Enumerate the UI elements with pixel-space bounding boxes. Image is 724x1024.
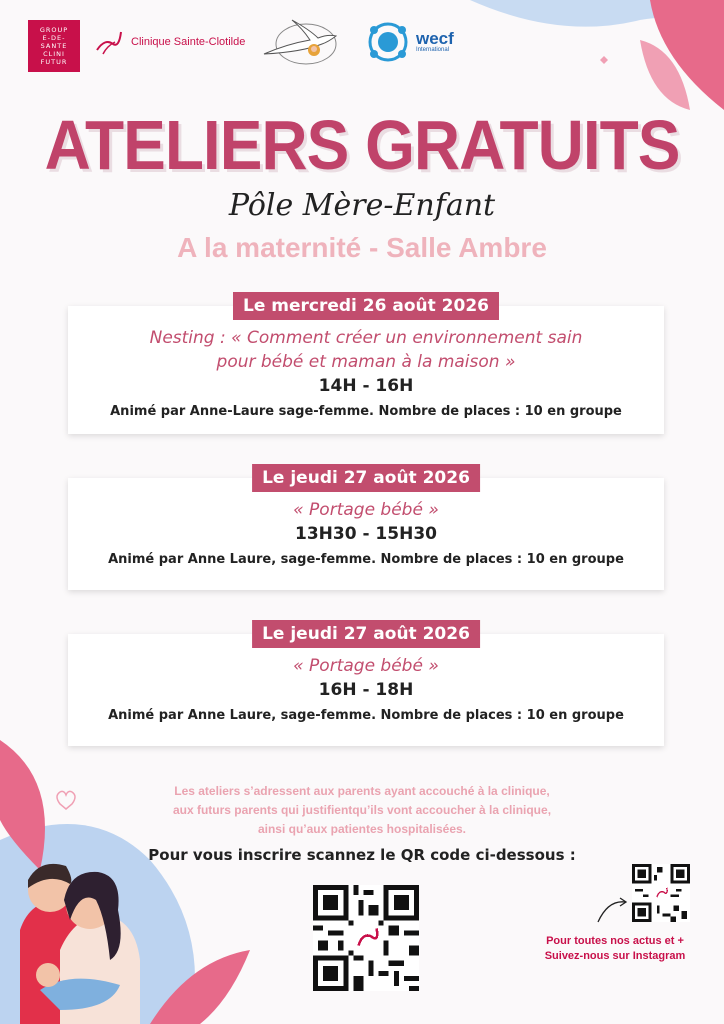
session-card bbox=[68, 296, 664, 434]
session-topic: « Portage bébé » bbox=[293, 500, 439, 520]
session-host: Animé par Anne-Laure sage-femme. Nombre de places : 10 en groupe bbox=[110, 404, 622, 419]
instagram-line: Pour toutes nos actus et + bbox=[546, 935, 684, 947]
session-date: Le jeudi 27 août 2026 bbox=[252, 620, 480, 648]
instagram-line: Suivez-nous sur Instagram bbox=[544, 950, 686, 962]
page-title: ATELIERS GRATUITS bbox=[44, 106, 680, 184]
session-topic: « Portage bébé » bbox=[293, 656, 439, 676]
session-host: Animé par Anne Laure, sage-femme. Nombre de places : 10 en groupe bbox=[108, 552, 624, 567]
session-date: Le mercredi 26 août 2026 bbox=[233, 292, 499, 320]
wecf-sub: International bbox=[416, 47, 450, 53]
wecf-globe-icon bbox=[364, 20, 412, 64]
maternity-bird-logo bbox=[262, 14, 340, 70]
page-subtitle: Pôle Mère-Enfant bbox=[228, 188, 496, 223]
session-time: 16H - 18H bbox=[318, 680, 414, 700]
groupe-sante-logo: GROUP E-DE- SANTE CLINI FUTUR bbox=[28, 20, 80, 72]
session-date: Le jeudi 27 août 2026 bbox=[252, 464, 480, 492]
session-topic: Nesting : « Comment créer un environnement sain bbox=[149, 328, 583, 348]
instagram-callout bbox=[525, 934, 705, 964]
note-line: Les ateliers s’adressent aux parents ayant accouché à la clinique, bbox=[174, 784, 550, 798]
session-host: Animé par Anne Laure, sage-femme. Nombre de places : 10 en groupe bbox=[108, 708, 624, 723]
session-card bbox=[68, 468, 664, 590]
note-line: ainsi qu’aux patientes hospitalisées. bbox=[257, 822, 467, 836]
note-line: aux futurs parents qui justifientqu’ils vont accoucher à la clinique, bbox=[172, 803, 552, 817]
clinique-logo bbox=[95, 28, 245, 56]
wecf-name: wecf bbox=[416, 29, 454, 48]
instagram-qr-code[interactable] bbox=[632, 864, 690, 922]
session-time: 13H30 - 15H30 bbox=[295, 524, 437, 544]
clinique-name: Clinique Sainte-Clotilde bbox=[131, 36, 246, 48]
session-topic-line2: pour bébé et maman à la maison » bbox=[216, 352, 516, 372]
eligibility-note bbox=[0, 782, 724, 839]
signup-instruction: Pour vous inscrire scannez le QR code ci-dessous : bbox=[148, 846, 576, 864]
session-time: 14H - 16H bbox=[318, 376, 414, 396]
clinique-swirl-icon bbox=[95, 28, 125, 56]
signup-qr-code[interactable] bbox=[313, 885, 419, 991]
session-card bbox=[68, 624, 664, 746]
location-text: A la maternité - Salle Ambre bbox=[177, 232, 547, 263]
wecf-logo bbox=[364, 20, 454, 64]
